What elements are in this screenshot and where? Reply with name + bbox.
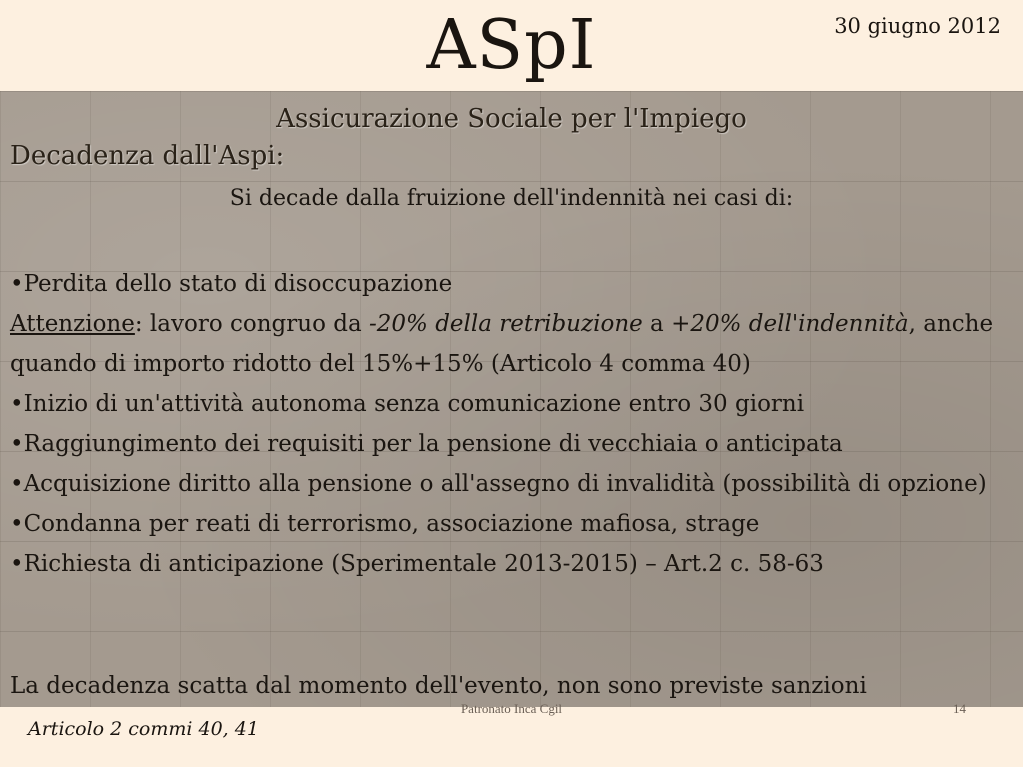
slide-header xyxy=(0,0,1023,92)
slide-subtitle: Assicurazione Sociale per l'Impiego xyxy=(276,104,747,134)
slide-title: ASpI xyxy=(426,6,597,85)
bullet-item: •Condanna per reati di terrorismo, associazione mafiosa, strage xyxy=(10,511,760,537)
bullet-item: •Acquisizione diritto alla pensione o all'assegno di invalidità (possibilità di opzione) xyxy=(10,471,987,497)
attention-text-2: a xyxy=(642,311,672,337)
attention-text-1: : lavoro congruo da xyxy=(134,311,369,337)
attention-em-2: +20% dell'indennità xyxy=(671,311,909,337)
bullet-item: •Richiesta di anticipazione (Sperimentale 2013-2015) – Art.2 c. 58-63 xyxy=(10,551,824,577)
attention-text-3: , anche quando di importo ridotto del 15%+15% (Articolo 4 comma 40) xyxy=(10,311,994,377)
attention-em-1: -20% della retribuzione xyxy=(368,311,643,337)
attention-label: Attenzione xyxy=(10,311,135,337)
footer-organization: Patronato Inca Cgil xyxy=(460,701,563,716)
page-number: 14 xyxy=(953,701,966,716)
bullet-item: •Raggiungimento dei requisiti per la pensione di vecchiaia o anticipata xyxy=(10,431,843,457)
slide-date: 30 giugno 2012 xyxy=(834,14,1001,38)
section-heading: Decadenza dall'Aspi: xyxy=(10,141,285,171)
legal-reference: Articolo 2 commi 40, 41 xyxy=(28,718,259,740)
bullet-item: •Perdita dello stato di disoccupazione xyxy=(10,271,453,297)
bullet-list xyxy=(10,264,1010,584)
bullet-item: •Inizio di un'attività autonoma senza comunicazione entro 30 giorni xyxy=(10,391,805,417)
closing-text: La decadenza scatta dal momento dell'evento, non sono previste sanzioni xyxy=(10,673,867,699)
attention-note xyxy=(10,304,1010,384)
intro-text: Si decade dalla fruizione dell'indennità nei casi di: xyxy=(229,186,794,211)
